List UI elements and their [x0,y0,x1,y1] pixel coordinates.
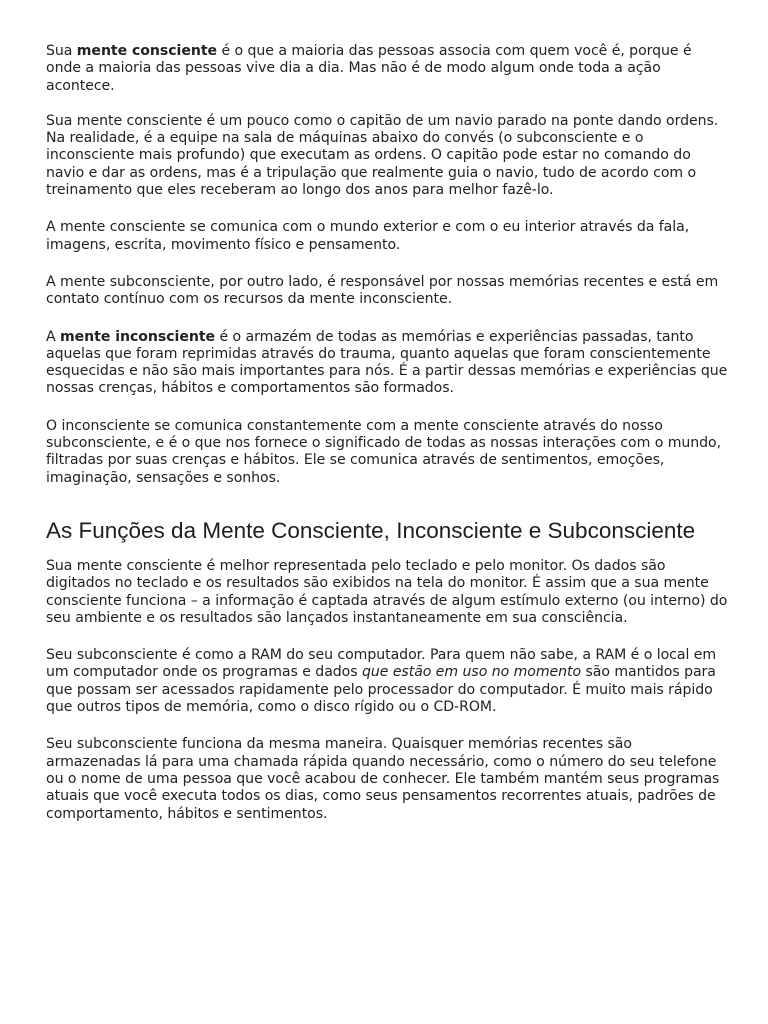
paragraph-ship-captain: Sua mente consciente é um pouco como o capitão de um navio parado na ponte dando ordens. Na realidade, é a equipe na sala de máquinas abaixo do convés (o subconsciente e o inconsciente mais profundo) que executam as ordens. O capitão pode estar no comando do navio e dar as ordens, mas é a tripulação que realmente guia o navio, tudo de acordo com o treinamento que eles receberam ao longo dos anos para melhor fazê-lo. [46,112,719,199]
paragraph-conscious-mind-intro [46,43,728,95]
italic-phrase: que estão em uso no momento [361,664,586,681]
paragraph-ram-analogy [46,647,728,716]
paragraph-unconscious-mind [46,329,728,398]
text: Seu subconsciente é como a RAM do seu computador. Para quem não sabe, a RAM é o local em um computador onde os programas e dados [46,647,717,681]
bold-term-conscious-mind: mente consciente [76,43,218,59]
text: Sua [46,43,77,59]
paragraph-subconscious-mind: A mente subconsciente, por outro lado, é responsável por nossas memórias recentes e está em contato contínuo com os recursos da mente inconsciente. [46,273,719,308]
text: é o armazém de todas as memórias e experiências passadas, tanto aquelas que foram reprimidas através do trauma, quanto aquelas que foram conscientemente esquecidas e não são mais importantes para nós. É a partir dessas memórias e experiências que nossas crenças, hábitos e comportamentos são formados. [46,328,728,397]
text: são mantidos para que possam ser acessados rapidamente pelo processador do computador. É muito mais rápido que outros tipos de memória, como o disco rígido ou o CD-ROM. [46,664,716,716]
text: A [46,328,61,345]
text: é o que a maioria das pessoas associa com quem você é, porque é onde a maioria das pessoas vive dia a dia. Mas não é de modo algum onde toda a ação acontece. [46,43,692,94]
bold-term-unconscious-mind: mente inconsciente [60,328,216,345]
section-heading: As Funções da Mente Consciente, Inconsciente e Subconsciente [46,517,696,543]
paragraph-conscious-communication: A mente consciente se comunica com o mundo exterior e com o eu interior através da fala, imagens, escrita, movimento físico e pensamento. [46,219,690,253]
paragraph-keyboard-monitor: Sua mente consciente é melhor representada pelo teclado e pelo monitor. Os dados são digitados no teclado e os resultados são exibidos na tela do monitor. É assim que a sua mente consciente funciona – a informação é captada através de algum estímulo externo (ou interno) do seu ambiente e os resultados são lançados instantaneamente em sua consciência. [46,557,728,626]
paragraph-unconscious-communication: O inconsciente se comunica constantemente com a mente consciente através do nosso subconsciente, e é o que nos fornece o significado de todas as nossas interações com o mundo, filtradas por suas crenças e hábitos. Ele se comunica através de sentimentos, emoções, imaginação, sensações e sonhos. [46,417,722,486]
paragraph-subconscious-function: Seu subconsciente funciona da mesma maneira. Quaisquer memórias recentes são armazenadas lá para uma chamada rápida quando necessário, como o número do seu telefone ou o nome de uma pessoa que você acabou de conhecer. Ele também mantém seus programas atuais que você executa todos os dias, como seus pensamentos recorrentes atuais, padrões de comportamento, hábitos e sentimentos. [46,736,720,822]
